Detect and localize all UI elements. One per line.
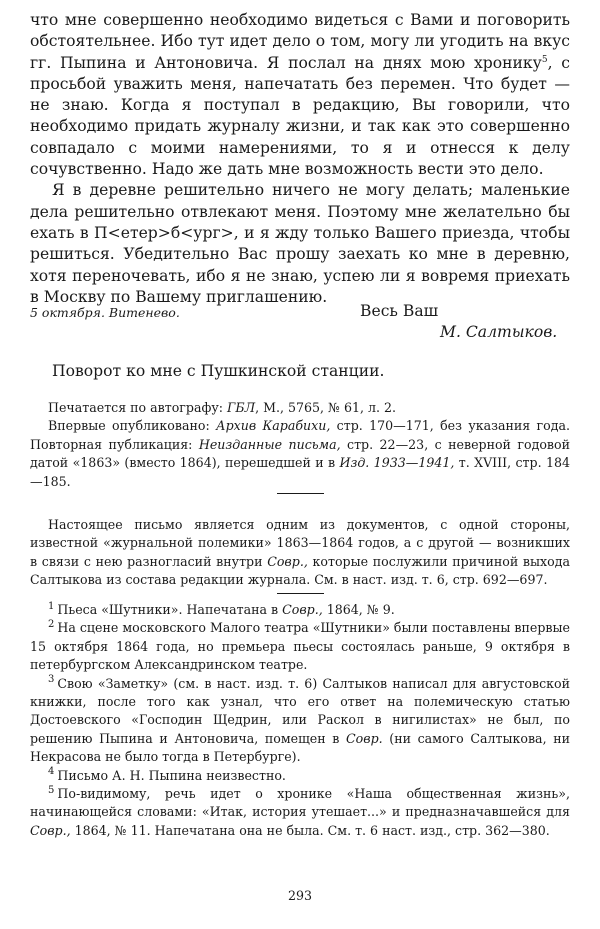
printed-from: Печатается по автографу: ГБЛ, М., 5765, № 61, л. 2. xyxy=(48,400,397,415)
letter-body xyxy=(30,10,570,308)
publication-history: Впервые опубликовано: Архив Карабихи, стр. 170—171, без указания года. Повторная публикация: Неизданные письма, стр. 22—23, с неверной годовой датой «1863» (вместо 1864), перешедшей и в Изд. 1933—1941, т. XVIII, стр. 184—185. xyxy=(30,418,570,489)
footnotes xyxy=(30,601,570,840)
page-number: 293 xyxy=(287,888,313,903)
footnote-4: $^4$ Письмо А. Н. Пыпина неизвестно. xyxy=(48,766,286,783)
commentary xyxy=(30,516,570,590)
footnote-1: $^1$ Пьеса «Шутники». Напечатана в Совр., 1864, № 9. xyxy=(48,600,395,617)
section-divider xyxy=(277,593,324,594)
footnote-2: $^2$ На сцене московского Малого театра «Шутники» были поставлены впервые 15 октября 1864 года, но премьера пьесы состоялась раньше, 9 октября в петербургском Александринском театре. xyxy=(30,619,570,673)
letter-postscript: Поворот ко мне с Пушкинской станции. xyxy=(52,362,385,380)
letter-paragraph-2: Я в деревне решительно ничего не могу делать; маленькие дела решительно отвлекают меня. Поэтому мне желательно бы ехать в П<етер>б<ург>, и я жду только Вашего приезда, чтобы решиться. Убедительно Вас прошу заехать ко мне в деревню, хотя переночевать, ибо я не знаю, успею ли я вовремя приехать в Москву по Вашему приглашению. xyxy=(30,181,570,306)
footnote-5: $^5$ По-видимому, речь идет о хронике «Наша общественная жизнь», начинающейся словами: «Итак, история утешает...» и предназначавшейся для Совр., 1864, № 11. Напечатана она не была. См. т. 6 наст. изд., стр. 362—380. xyxy=(30,784,570,838)
letter-paragraph-1: что мне совершенно необходимо видеться с Вами и поговорить обстоятельнее. Ибо тут идет дело о том, могу ли угодить на вкус гг. Пыпина и Антоновича. Я послал на днях мою хронику$^5$, с просьбой уважить меня, напечатать без перемен. Что будет — не знаю. Когда я поступал в редакцию, Вы говорили, что необходимо придать журналу жизни, и так как это совершенно совпадало с моими намерениями, то я и отнесся к делу сочувственно. Надо же дать мне возможность вести это дело. xyxy=(30,11,570,179)
letter-signature: М. Салтыков. xyxy=(440,323,558,341)
letter-closing: Весь Ваш xyxy=(360,302,439,320)
footnote-ref-5: 5 xyxy=(541,54,548,65)
letter-date-place: 5 октября. Витенево. xyxy=(30,305,180,320)
section-divider xyxy=(277,493,324,494)
source-notes xyxy=(30,399,570,491)
commentary-paragraph: Настоящее письмо является одним из документов, с одной стороны, известной «журнальной полемики» 1863—1864 годов, а с другой — возникших в связи с нею разногласий внутри Совр., которые послужили причиной выхода Салтыкова из состава редакции журнала. См. в наст. изд. т. 6, стр. 692—697. xyxy=(30,517,570,588)
footnote-3: $^3$ Свою «Заметку» (см. в наст. изд. т. 6) Салтыков написал для августовской книжки, после того как узнал, что его ответ на полемическую статью Достоевского «Господин Щедрин, или Раскол в нигилистах» не был, по решению Пыпина и Антоновича, помещен в Совр. (ни самого Салтыкова, ни Некрасова не было тогда в Петербурге). xyxy=(30,674,571,765)
